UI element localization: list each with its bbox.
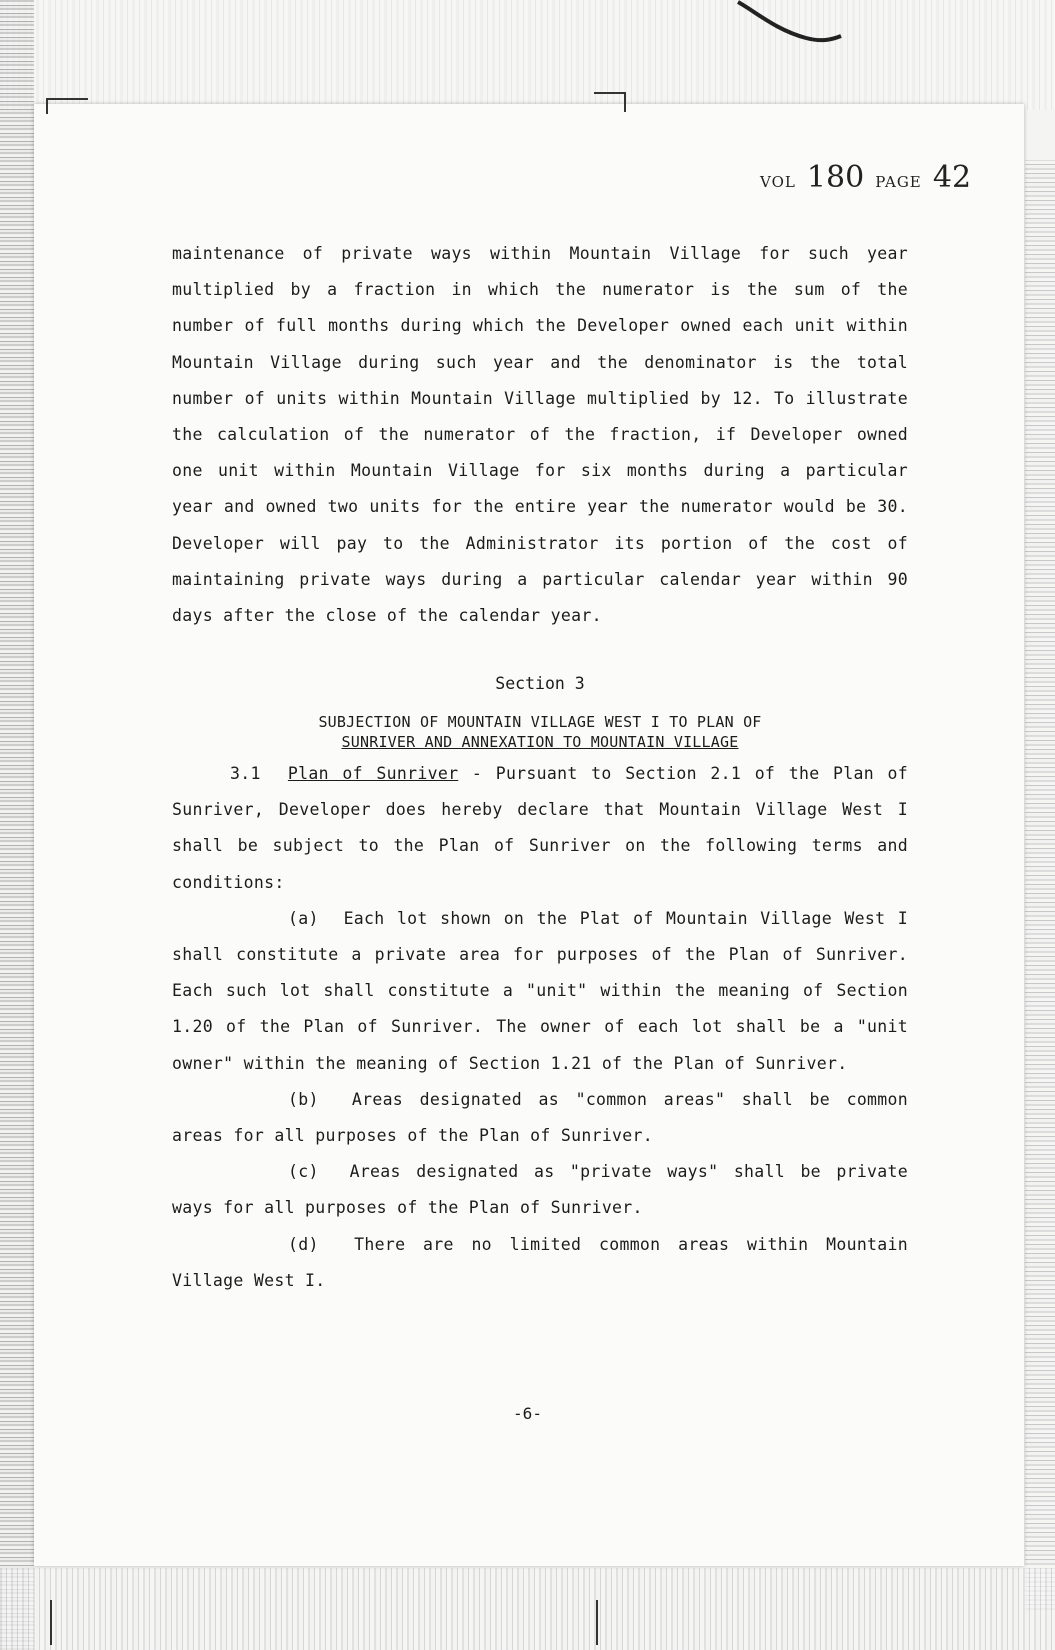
page-footer-number: -6-	[513, 1404, 542, 1423]
vol-number: 180	[806, 160, 865, 195]
clause-3-1-title: Plan of Sunriver	[287, 764, 459, 783]
crop-mark-top-left	[46, 98, 88, 114]
scan-edge-right	[1025, 160, 1055, 1610]
subclause-c-label: (c)	[288, 1162, 319, 1182]
subclause-c	[172, 1154, 908, 1226]
subclause-a	[172, 901, 908, 1082]
subclause-c-text: Areas designated as "private ways" shall be private ways for all purposes of the Plan of Sunriver.	[172, 1162, 908, 1218]
section-heading-line-2: SUNRIVER AND ANNEXATION TO MOUNTAIN VILLAGE	[341, 733, 739, 751]
subclause-a-text: Each lot shown on the Plat of Mountain Village West I shall constitute a private area for purposes of the Plan of Sunriver. Each such lot shall constitute a "unit" within the meaning of Section 1.20 of the Plan of Sunriver. The owner of each lot shall be a "unit owner" within the meaning of Section 1.21 of the Plan of Sunriver.	[172, 908, 908, 1073]
page-label: PAGE	[875, 173, 922, 191]
section-heading	[172, 712, 908, 752]
subclause-d-label: (d)	[288, 1234, 319, 1254]
continuation-paragraph: maintenance of private ways within Mountain Village for such year multiplied by a fraction in which the numerator is the sum of the number of full months during which the Developer owned each unit within Mountain Village during such year and the denominator is the total number of units within Mountain Village multiplied by 12. To illustrate the calculation of the numerator of the fraction, if Developer owned one unit within Mountain Village for six months during a particular year and owned two units for the entire year the numerator would be 30. Developer will pay to the Administrator its portion of the cost of maintaining private ways during a particular calendar year within 90 days after the close of the calendar year.	[172, 244, 908, 626]
scan-edge-left	[0, 0, 34, 1650]
scan-edge-top	[0, 0, 1055, 110]
clause-3-1-text: - Pursuant to Section 2.1 of the Plan of Sunriver, Developer does hereby declare that Mountain Village West I shall be subject to the Plan of Sunriver on the following terms and conditions:	[172, 764, 909, 892]
section-heading-line-1: SUBJECTION OF MOUNTAIN VILLAGE WEST I TO PLAN OF	[318, 713, 762, 731]
scan-edge-bottom	[0, 1568, 1055, 1650]
clause-3-1	[172, 756, 908, 901]
subclause-d	[172, 1227, 908, 1299]
page-number-stamp: 42	[932, 160, 972, 195]
pen-mark	[736, 0, 846, 50]
subclause-d-text: There are no limited common areas within Mountain Village West I.	[172, 1234, 908, 1290]
continuation-block	[172, 236, 908, 634]
crop-mark-bottom-center	[596, 1600, 598, 1645]
section-label: Section 3	[495, 674, 585, 693]
volume-page-stamp	[760, 160, 972, 195]
vol-label: VOL	[760, 173, 796, 191]
crop-mark-bottom-left	[50, 1600, 52, 1645]
crop-mark-top-center	[594, 92, 626, 112]
subclause-b-text: Areas designated as "common areas" shall be common areas for all purposes of the Plan of Sunriver.	[172, 1089, 908, 1146]
section-3-body	[172, 756, 908, 1299]
subclause-a-label: (a)	[288, 908, 319, 928]
subclause-b	[172, 1082, 908, 1154]
subclause-b-label: (b)	[288, 1089, 319, 1109]
clause-3-1-number: 3.1	[230, 764, 261, 783]
